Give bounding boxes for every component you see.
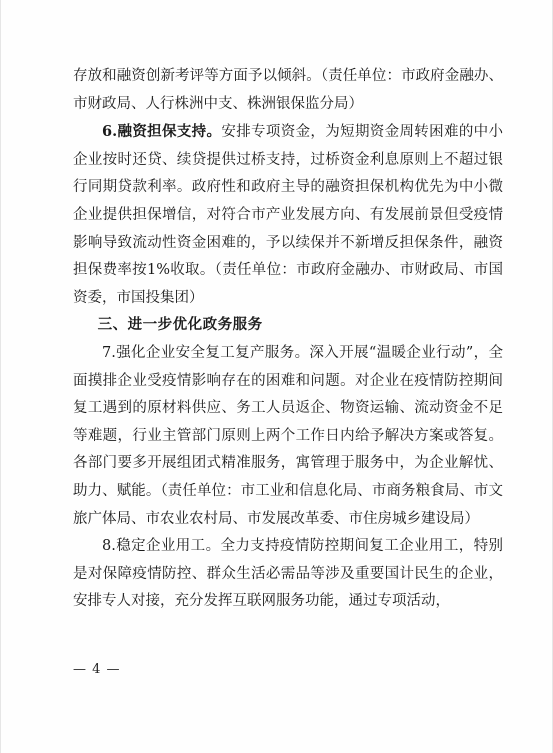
paragraph-continued: 存放和融资创新考评等方面予以倾斜。（责任单位：市政府金融办、市财政局、人行株洲中支、株洲银保监分局） (73, 68, 503, 112)
section-heading: 三、进一步优化政务服务 (97, 317, 263, 334)
paragraph-item-6 (73, 118, 503, 312)
paragraph-item-7: 7.强化企业安全复工复产服务。深入开展“温暖企业行动”，全面摸排企业受疫情影响存在的困难和问题。对企业在疫情防控期间复工遇到的原材料供应、务工人员返企、物资运输、流动资金不足等难题，行业主管部门原则上两个工作日内给予解决方案或答复。各部门要多开展组团式精准服务，寓管理于服务中，为企业解忧、助力、赋能。（责任单位：市工业和信息化局、市商务粮食局、市文旅广体局、市农业农村局、市发展改革委、市住房城乡建设局） (73, 344, 503, 527)
item-6-body: 安排专项资金，为短期资金周转困难的中小企业按时还贷、续贷提供过桥支持，过桥资金利息原则上不超过银行同期贷款利率。政府性和政府主导的融资担保机构优先为中小微企业提供担保增信，对符合市产业发展方向、有发展前景但受疫情影响导致流动性资金困难的，予以续保并不新增反担保条件，融资担保费率按1%收取。（责任单位：市政府金融办、市财政局、市国资委，市国投集团） (73, 124, 504, 306)
document-body (73, 63, 503, 616)
item-6-number: 6. (102, 123, 118, 141)
paragraph-item-8: 8.稳定企业用工。全力支持疫情防控期间复工企业用工，特别是对保障疫情防控、群众生活必需品等涉及重要国计民生的企业，安排专人对接，充分发挥互联网服务功能，通过专项活动， (73, 538, 503, 610)
page-number: — 4 — (73, 662, 121, 677)
item-6-title: 融资担保支持。 (117, 123, 222, 141)
